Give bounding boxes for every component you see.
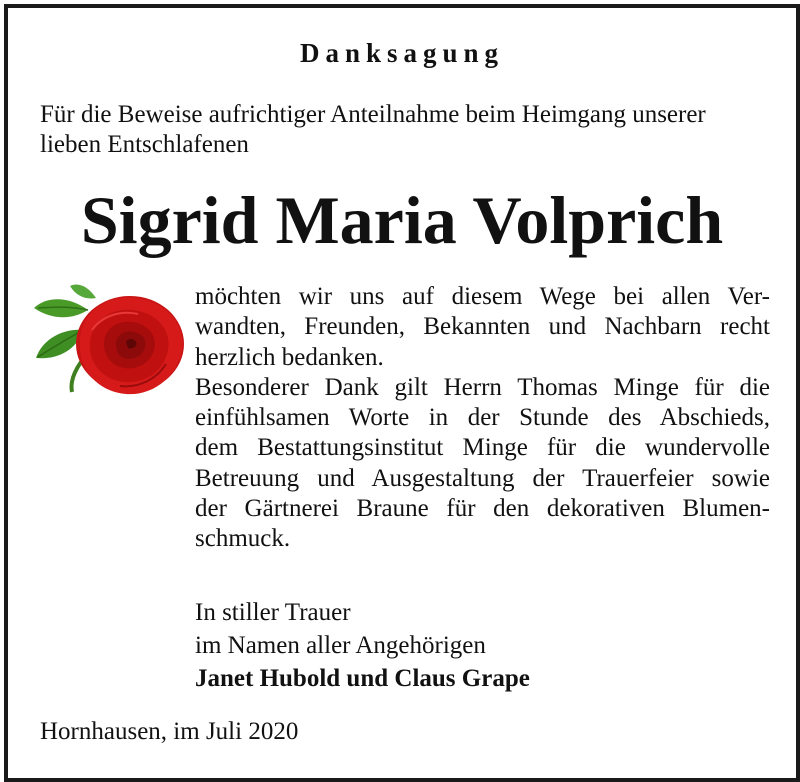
notice-heading: Danksagung [299, 38, 505, 68]
red-rose-icon [26, 280, 188, 400]
place-date: Hornhausen, im Juli 2020 [40, 718, 299, 745]
body-line: Besonderer Dank gilt Herrn Thomas Minge für die [195, 373, 770, 401]
intro-line: lieben Entschlafenen [40, 131, 249, 158]
body-line: Betreuung und Ausgestaltung der Trauerfeier sowie [195, 464, 770, 492]
thank-you-text [195, 282, 770, 555]
body-line: schmuck. [195, 525, 291, 553]
deceased-name: Sigrid Maria Volprich [80, 182, 724, 258]
body-line: der Gärtnerei Braune für den dekorativen Blumen- [195, 495, 770, 523]
body-line: wandten, Freunden, Bekannten und Nachbarn recht [195, 313, 770, 341]
body-line: herzlich bedanken. [195, 343, 384, 371]
obituary-notice [4, 4, 800, 782]
signature-line: In stiller Trauer [195, 599, 351, 626]
body-line: möchten wir uns auf diesem Wege bei allen Ver- [195, 283, 770, 310]
signature-names: Janet Hubold und Claus Grape [195, 665, 530, 692]
body-line: dem Bestattungsinstitut Minge für die wundervolle [195, 434, 770, 462]
signature-line: im Namen aller Angehörigen [195, 632, 486, 659]
signature-block [195, 596, 755, 695]
intro-line: Für die Beweise aufrichtiger Anteilnahme beim Heimgang unserer [40, 101, 706, 128]
body-line: einfühlsamen Worte in der Stunde des Abschieds, [195, 404, 770, 432]
intro-text [40, 100, 780, 160]
